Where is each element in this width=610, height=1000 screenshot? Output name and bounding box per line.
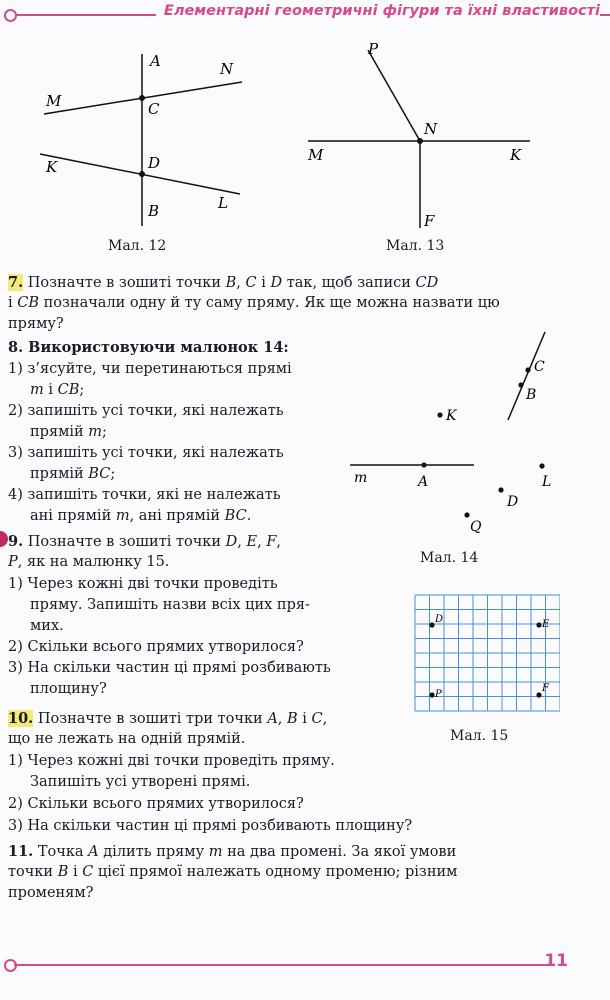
problem-8-item-1: 1) з’ясуйте, чи перетинаються прямі: [8, 361, 292, 377]
problem-8-item-1b: m і CB;: [30, 382, 85, 398]
problem-7-line-1: 7. Позначте в зошиті точки B, C і D так, щоб записи CD: [8, 274, 439, 291]
label-a: A: [418, 474, 429, 490]
problem-8-head: 8. Використовуючи малюнок 14:: [8, 339, 289, 356]
ray-np: [368, 50, 420, 141]
point-n: [417, 138, 423, 144]
label-c: C: [534, 359, 545, 375]
problem-9-item-1b: пряму. Запишіть назви всіх цих пря-: [30, 597, 310, 613]
point-f: [536, 692, 541, 697]
label-m: M: [308, 146, 324, 164]
label-q: Q: [470, 519, 482, 535]
label-n: N: [424, 120, 438, 138]
label-k: K: [446, 408, 457, 424]
label-f: F: [542, 683, 549, 694]
label-m: m: [354, 470, 368, 486]
figure-14: [340, 326, 570, 538]
problem-9-item-2: 2) Скільки всього прямих утворилося?: [8, 639, 304, 655]
label-d: D: [507, 494, 519, 510]
problem-11-line-2: точки B і C цієї прямої належать одному променю; різним: [8, 864, 458, 880]
problem-9-line-1: 9. Позначте в зошиті точки D, E, F,: [8, 533, 281, 550]
label-d: D: [148, 154, 161, 172]
point-e: [536, 622, 541, 627]
page-header: [0, 0, 610, 30]
label-c: C: [148, 100, 160, 118]
problem-8-item-2b: прямій m;: [30, 424, 107, 440]
point-p: [429, 692, 434, 697]
problem-10-item-1b: Запишіть усі утворені прямі.: [30, 774, 251, 790]
point-q: [464, 512, 469, 517]
problem-10-line-1: 10. Позначте в зошиті три точки A, B і C,: [8, 710, 328, 727]
figure-15: [414, 589, 560, 717]
problem-7-line-2: і CB позначали одну й ту саму пряму. Як ще можна назвати цю пряму?: [8, 295, 500, 332]
caption-15: Мал. 15: [450, 728, 509, 744]
problem-11-line-1: 11. Точка A ділить пряму m на два промені. За якої умови: [8, 843, 457, 860]
figure-13: [300, 40, 540, 236]
label-n: N: [220, 60, 234, 78]
label-l: L: [218, 194, 228, 212]
point-c: [525, 367, 530, 372]
point-a: [421, 462, 426, 467]
label-b: B: [526, 387, 537, 403]
problem-9-item-1c: мих.: [30, 618, 64, 634]
point-d: [498, 487, 503, 492]
point-d: [139, 171, 145, 177]
problem-9-item-3: 3) На скільки частин ці прямі розбивають: [8, 660, 331, 676]
label-p: P: [435, 689, 442, 700]
label-b: B: [148, 202, 160, 220]
problem-8-item-2: 2) запишіть усі точки, які належать: [8, 403, 284, 419]
label-f: F: [424, 212, 435, 230]
caption-12: Мал. 12: [108, 238, 167, 254]
page-number: 11: [544, 951, 568, 971]
label-p: P: [368, 40, 379, 58]
point-k: [437, 412, 442, 417]
problem-9-line-2: P, як на малюнку 15.: [8, 554, 170, 570]
problem-8-item-4: 4) запишіть точки, які не належать: [8, 487, 281, 503]
chapter-title: Елементарні геометричні фігури та їхні властивості: [156, 3, 600, 19]
caption-13: Мал. 13: [386, 238, 445, 254]
point-b: [518, 382, 523, 387]
point-c: [139, 95, 145, 101]
problem-10-item-1: 1) Через кожні дві точки проведіть пряму.: [8, 753, 335, 769]
caption-14: Мал. 14: [420, 550, 479, 566]
line-bc: [508, 332, 545, 420]
problem-10-item-3: 3) На скільки частин ці прямі розбивають площину?: [8, 818, 413, 834]
problem-8-item-3b: прямій BC;: [30, 466, 116, 482]
figure-12: [30, 44, 270, 234]
problem-9-item-1: 1) Через кожні дві точки проведіть: [8, 576, 278, 592]
label-m: M: [46, 92, 62, 110]
problem-10-item-2: 2) Скільки всього прямих утворилося?: [8, 796, 304, 812]
problem-9-item-3b: площину?: [30, 681, 107, 697]
footer-rule: [14, 964, 550, 966]
label-k: K: [46, 158, 58, 176]
label-l: L: [542, 474, 552, 490]
problem-11-line-3: променям?: [8, 885, 94, 901]
label-d: D: [435, 614, 444, 625]
label-k: K: [510, 146, 522, 164]
problem-8-item-4b: ані прямій m, ані прямій BC.: [30, 508, 252, 524]
problem-8-item-3: 3) запишіть усі точки, які належать: [8, 445, 284, 461]
point-d: [429, 622, 434, 627]
point-l: [539, 463, 544, 468]
problem-10-line-2: що не лежать на одній прямій.: [8, 731, 246, 747]
header-circle: [4, 9, 17, 22]
problem-9-marker: [0, 531, 8, 547]
label-a: A: [150, 52, 161, 70]
label-e: E: [542, 619, 550, 630]
